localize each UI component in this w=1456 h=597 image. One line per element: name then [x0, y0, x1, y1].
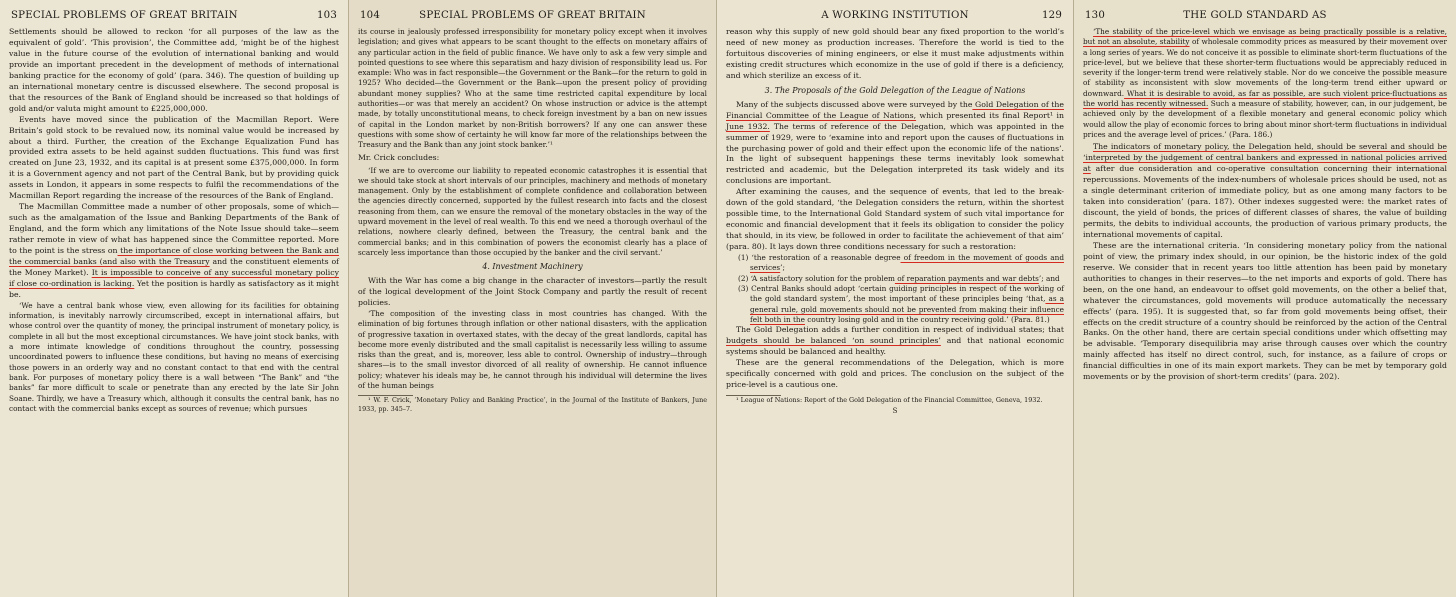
red-underline-highlight: It is impossible to conceive of any successful monetary policy if close co-ordination is lacking. — [9, 267, 339, 288]
text-run: and that national economic systems should be balanced and healthy. — [726, 336, 1064, 357]
text-run: which presented its final Report¹ in — [916, 110, 1064, 120]
running-title: SPECIAL PROBLEMS OF GREAT BRITAIN — [11, 10, 238, 21]
list-item — [738, 274, 1064, 284]
page-number: 130 — [1085, 10, 1106, 21]
page-body — [726, 27, 1064, 417]
page-header — [728, 10, 1062, 21]
list-item — [738, 284, 1064, 325]
block-quote: ‘The composition of the investing class in most countries has changed. With the elimination of big fortunes through inflation or other national disasters, with the application of progressive taxation in overtaxed states, with the decay of the great landlords, capital has become more evenly distributed and the small capitalist is necessarily less willing to assume risks than the great, and is, moreover, less able to control. Ownership of industry—through shares—is to the small investor divorced of all reality of ownership. He cannot influence policy; whatever his ideals may be, he cannot through his individual will determine the lives of the human beings — [358, 309, 707, 391]
red-underline-highlight: of freedom in the movement of goods and services — [750, 253, 1064, 273]
page-129 — [717, 0, 1074, 597]
list-item — [738, 253, 1064, 274]
red-underline-highlight: June 1932. — [726, 121, 770, 131]
spacer — [728, 10, 748, 21]
paragraph: After examining the causes, and the sequence of events, that led to the break-down of the gold standard, ‘the Delegation considers the return, within the shortest possible time, to the International Gold Standard system of such vital importance for economic and financial development that it feels its obligation to consider the policy that should, in its view, be followed in order to facilitate the achievement of that aim’ (para. 80). It lays down three conditions necessary for such a restoration: — [726, 187, 1064, 252]
page-body — [1083, 27, 1447, 383]
text-run: of wholesale commodity prices as measured by their movement over a long series of years. We do not conceive it as possible to eliminate short-term fluctuations of the price-level, but we believe that these shorter-term fluctuations would be appreciably reduced in severity if the longer-term trend were relatively stable. Nor do we conceive the possible measure of stability as inconsistent with slow movements of the long-term trend either upward or downward. — [1083, 37, 1447, 98]
block-quote: its course in jealously professed irresponsibility for monetary policy except when it involves legislation; and gives what appears to be scant thought to the effects on monetary affairs of any particular action in the field of public finance. We have only to ask a few very simple and pointed questions to see where this separatism and hazy division of responsibility lead us. For example: Who was in fact responsible—the Government or the Bank—for the return to gold in 1925? Who decided—the Government or the Bank—upon the present policy of providing abundant money supplies? Who at the same time restricted capital expenditure by local authorities—or was that merely an accident? On whose instruction or advice is the attempt made, by totally unconstitutional means, to check foreign investment by a ban on new issues of capital in the London market by non-British borrowers? If any one can answer these questions with some show of certainty he will know far more of the relationships between the Treasury and the Bank than any joint stock banker.’¹ — [358, 27, 707, 150]
section-heading: 3. The Proposals of the Gold Delegation of the League of Nations — [764, 85, 1026, 95]
paragraph: These are the general recommendations of the Delegation, which is more specifically concerned with gold and prices. The conclusion on the subject of the price-level is a cautious one. — [726, 358, 1064, 389]
running-title: A WORKING INSTITUTION — [821, 10, 969, 21]
text-run: Yet the position is hardly as satisfactory as it might be. — [9, 278, 339, 299]
paragraph-annotated — [9, 202, 339, 301]
section-heading: 4. Investment Machinery — [482, 262, 583, 272]
paragraph: These are the international criteria. ‘In considering monetary policy from the national point of view, the primary index should, in our opinion, be the historic index of the gold reserve. We consider that in recent years too little attention has been paid by monetary authorities to changes in their reserves—to the net imports and exports of gold. There has been, on the one hand, an endeavour to offset gold movements, on the other a belief that, whatever the circumstances, gold movements will produce automatically the necessary effects’ (para. 195). It is suggested that, so far from gold movements being offset, their effects on the credit structure of a country should be reinforced by the action of the Central Banks. On the other hand, there are certain special conditions under which offsetting may be advisable. ‘Temporary disequilibria may arise through causes over which the country mainly affected has itself no direct control, such, for instance, as a failure of crops or financial difficulties in one of its main export markets. They can be met by temporary gold movements or by the provision of short-term credits’ (para. 202). — [1083, 240, 1447, 382]
page-body — [358, 27, 707, 414]
paragraph: Settlements should be allowed to reckon ‘for all purposes of the law as the equivalent of gold’. ‘This provision’, the Committee add, ‘might be of the highest value in the future course of the evolution of international banking and would provide an important precedent in the development of methods of international banking practice for the economy of gold’ (para. 346). The question of building up an international monetary centre is discussed elsewhere. The second proposal is that the resources of the Bank of England should be increased so that holdings of gold and/or valuta might amount to £225,000,000. — [9, 27, 339, 113]
block-quote: ‘We have a central bank whose view, even allowing for its facilities for obtaining information, is inevitably narrowly circumscribed, except in international affairs, but whose control over the quantity of money, the principal instrument of monetary policy, is complete in all but the most exceptional circumstances. We have joint stock banks, with a more intimate knowledge of conditions throughout the country, possessing uncoordinated powers to influence these conditions, but having no means of exercising those powers in an orderly way and no constant contact to that end with the central bank. For purposes of monetary policy there is a wall between “The Bank” and “the banks” far more difficult to scale or penetrate than any erected by the late Sir John Soane. Thirdly, we have a Treasury which, although it consults the central bank, has no contact with the commercial banks except as sources of revenue; which pursues — [9, 300, 339, 413]
running-title: THE GOLD STANDARD AS — [1183, 10, 1327, 21]
spacer — [1405, 10, 1445, 21]
page-header — [11, 10, 337, 21]
numbered-list — [726, 253, 1064, 325]
page-number: 104 — [360, 10, 381, 21]
text-run: ’; — [780, 263, 785, 273]
footnote: ¹ League of Nations: Report of the Gold Delegation of the Financial Committee, Geneva, 1932. — [736, 395, 1043, 404]
signature-mark: S — [892, 407, 898, 416]
paragraph-annotated — [726, 100, 1064, 188]
page-body — [9, 27, 339, 414]
block-quote-annotated — [1083, 27, 1447, 140]
page-130 — [1074, 0, 1456, 597]
paragraph: Mr. Crick concludes: — [358, 152, 440, 162]
paragraph-annotated — [1083, 142, 1447, 241]
red-underline-highlight: budgets should be balanced ‘on sound principles’ — [726, 336, 941, 346]
page-number: 129 — [1041, 10, 1062, 21]
paragraph: With the War has come a big change in the character of investors—partly the result of the logical development of the Joint Stock Company and partly the result of recent policies. — [358, 276, 707, 308]
footnote: ¹ W. F. Crick, ‘Monetary Policy and Banking Practice’, in the Journal of the Institute of Bankers, June 1933, pp. 345–7. — [358, 396, 707, 413]
text-run: The Macmillan Committee made a number of other proposals, some of which—such as the amalgamation of the Issue and Banking Departments of the Bank of England, and the form which any limitations of the Note Issue should take—seem rather remote in view of what has happened since the Committee reported. More to the point is the stress on — [9, 202, 339, 256]
text-run: (3) Central Banks should adopt ‘certain guiding principles in respect of the working of the gold standard system’, the most important of these principles being ‘that, — [738, 283, 1064, 304]
text-run: The Gold Delegation adds a further condition in respect of individual states; that — [736, 325, 1064, 335]
red-underline-highlight: ‘The stability of the price-level which we envisage as being practically possible is a relative, but not an absolute, stability — [1083, 27, 1447, 47]
text-run: and the constituent elements of the Money Market). — [9, 257, 339, 277]
text-run: after due consideration and co-operative consultation concerning their international repercussions. Movements of the index-numbers of wholesale prices should be used, not as a single determinant criterion of immediate policy, but as one among many factors to be taken into consideration’ (para. 187). Other indexes suggested were: the market rates of discount, the yield of bonds, the prices of different classes of shares, the value of building permits, the debits to individual accounts, the production of various primary products, the international movements of capital. — [1083, 164, 1447, 239]
page-number: 103 — [316, 10, 337, 21]
paragraph-annotated — [726, 325, 1064, 358]
paragraph: reason why this supply of new gold should bear any fixed proportion to the world’s need of new money as production increases. Therefore the world is tied to the fortuitous discoveries of mining engineers, or else it must make adjustments within existing credit structures which economize in the use of gold if there is a deficiency, and which sterilize an excess of it. — [726, 27, 1064, 80]
page-header — [1085, 10, 1445, 21]
text-run: Many of the subjects discussed above were surveyed by the — [736, 99, 973, 109]
text-run: ’; and — [1038, 273, 1060, 283]
page-104 — [349, 0, 717, 597]
text-run: The terms of reference of the Delegation, which was appointed in the summer of 1929, were to ‘examine into and report upon the causes of fluctuations in the purchasing power of gold and their effect upon the economic life of the nations’. In the light of subsequent happenings these terms inevitably look somewhat restricted and academic, but the Delegation interpreted its task widely and its conclusions are important. — [726, 121, 1065, 186]
page-103 — [0, 0, 349, 597]
running-title: SPECIAL PROBLEMS OF GREAT BRITAIN — [419, 10, 646, 21]
text-run: (2) ‘A satisfactory solution for the problem — [738, 273, 895, 283]
text-run: (1) ‘the restoration of a reasonable degree — [738, 253, 901, 263]
paragraph: Events have moved since the publication of the Macmillan Report. Were Britain’s gold stock to be revalued now, its nominal value would be increased by about a third. Further, the creation of the Exchange Equalization Fund has provided extra assets to be held against sudden fluctuations. This fund was first created on June 23, 1932, and its capital is at present some £375,000,000. In form it is a Government agency and not part of the Central Bank, but by providing quick assets in London, it appears in some respects to fulfil the recommendations of the Macmillan Report regarding the increase of the resources of the Bank of England. — [9, 114, 339, 201]
spacer — [685, 10, 705, 21]
red-underline-highlight: as a general rule, gold movements should not be prevented from making their influence felt both in the — [750, 294, 1064, 324]
red-underline-highlight: Gold Delegation of the Financial Committee of the League of Nations, — [726, 99, 1064, 120]
red-underline-highlight: What it is desirable to avoid, as far as possible, are such violent price-fluctuations as the world has recently witnessed. — [1083, 88, 1447, 109]
red-underline-highlight: The indicators of monetary policy, the Delegation held, should be several and should be ‘interpreted by the judgement of central bankers and expressed in national policies arrived at — [1083, 142, 1447, 174]
page-header — [360, 10, 705, 21]
red-underline-highlight: of reparation payments and war debts — [894, 273, 1039, 283]
block-quote: ‘If we are to overcome our liability to repeated economic catastrophes it is essential that we should take stock at short intervals of our principles, machinery and methods of monetary management. Only by the establishment of complete confidence and collaboration between the agencies directly concerned, supported by the fullest research into facts and the closest reasoning from them, can we ensure the removal of the monetary obstacles in the way of the upward movement in the level of real wealth. To this end we need a thorough overhaul of the relations, nowhere clearly defined, between the Treasury, the central bank and the commercial banks; and in this combination of powers the economist clearly has a place of scarcely less importance than those occupied by the banker and the civil servant.’ — [358, 165, 707, 257]
text-run: country losing gold and in the country receiving gold.’ (Para. 81.) — [804, 314, 1050, 324]
text-run: Such a measure of stability, however, can, in our judgement, be achieved only by the development of a flexible monetary and general economic policy which would allow the play of economic forces to bring about minor short-term fluctuations in individual prices and the average level of prices.’ (Para. 186.) — [1083, 99, 1448, 139]
red-underline-highlight: the importance of close working between the Bank and the commercial banks (and also with the Treasury — [9, 246, 339, 267]
